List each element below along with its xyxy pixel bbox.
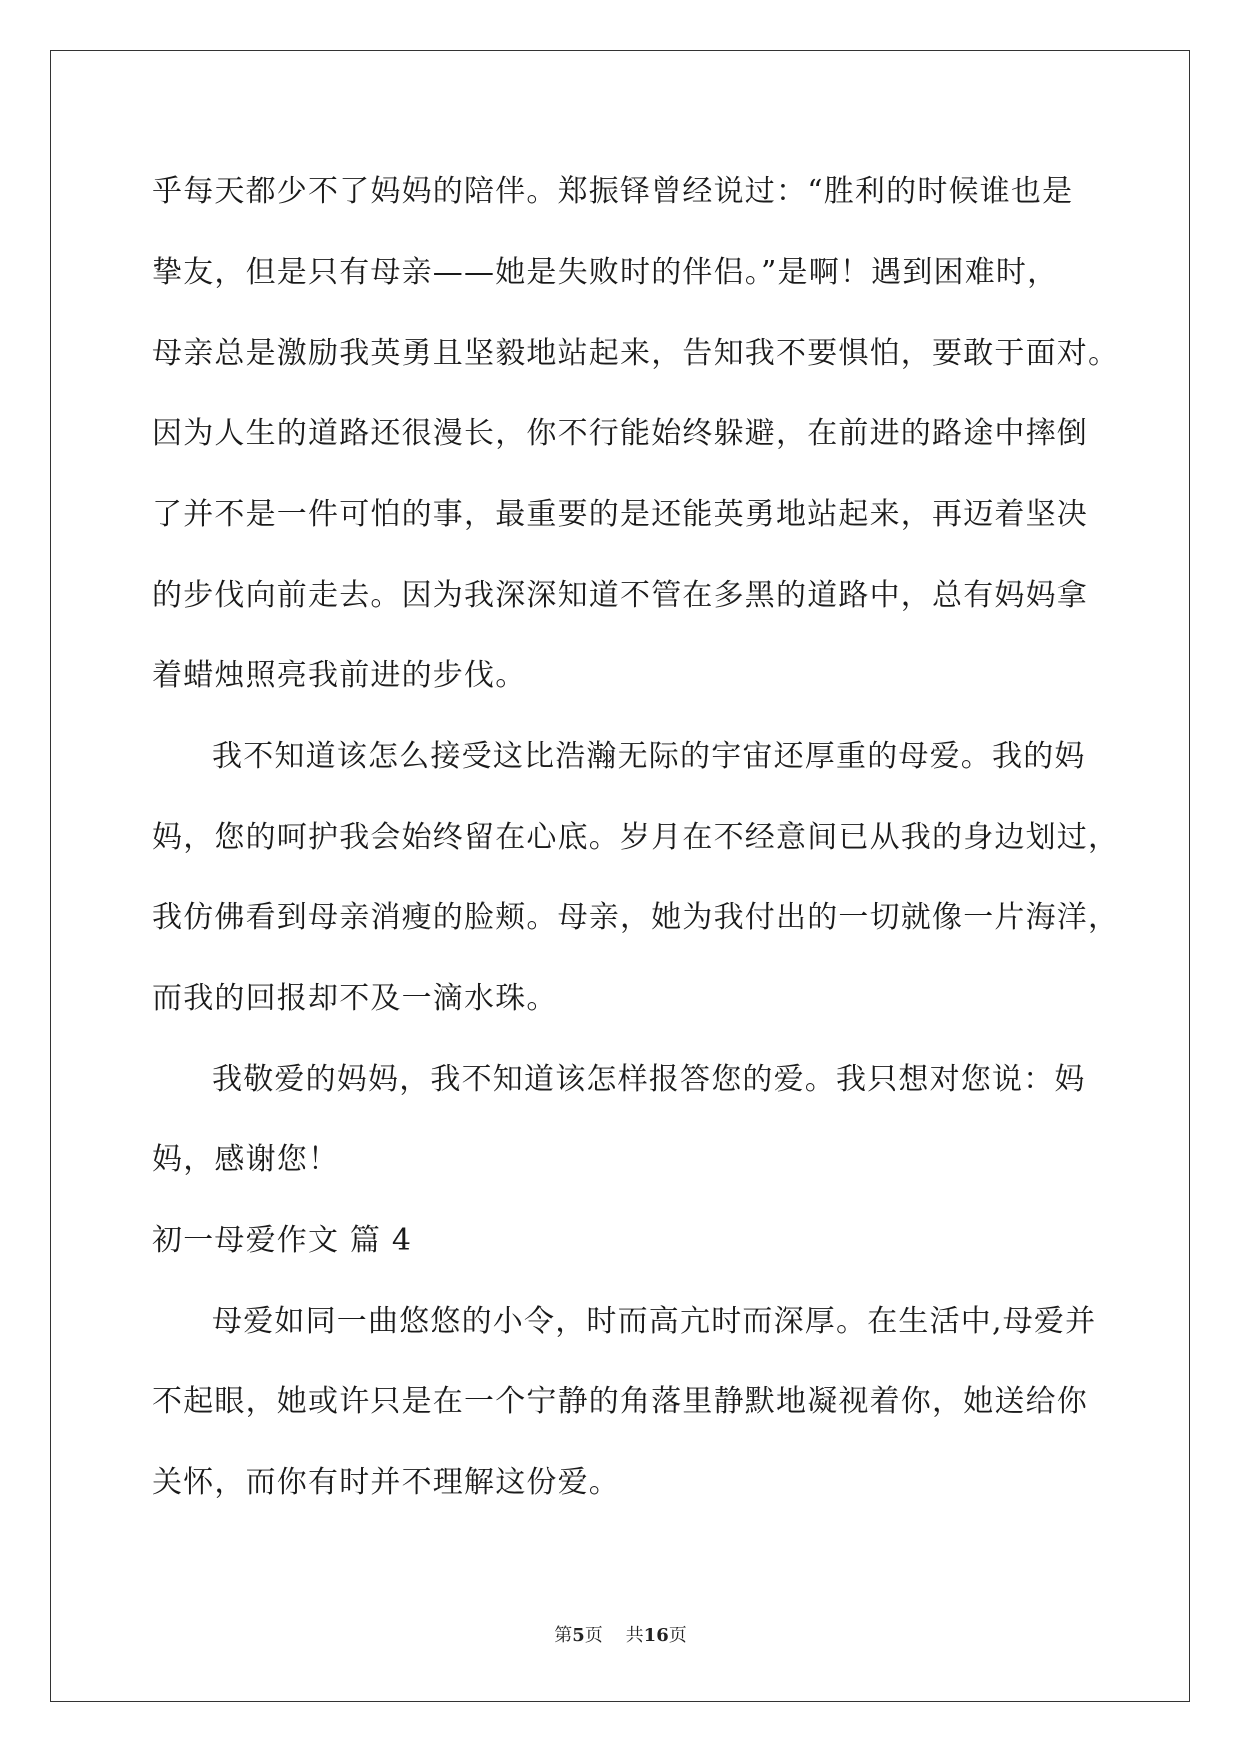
text-line: 关怀，而你有时并不理解这份爱。 bbox=[152, 1465, 620, 1500]
text-line: 而我的回报却不及一滴水珠。 bbox=[152, 981, 558, 1016]
text-line: 乎每天都少不了妈妈的陪伴。郑振铎曾经说过：“胜利的时候谁也是 bbox=[152, 174, 1074, 209]
page-border bbox=[50, 50, 1190, 1702]
text-line: 妈，感谢您！ bbox=[152, 1142, 340, 1177]
text-line: 的步伐向前走去。因为我深深知道不管在多黑的道路中，总有妈妈拿 bbox=[152, 578, 1088, 613]
text-line: 母爱如同一曲悠悠的小令，时而高亢时而深厚。在生活中,母爱并 bbox=[212, 1304, 1097, 1339]
page-footer bbox=[0, 1624, 1241, 1648]
section-heading: 初一母爱作文 篇 4 bbox=[152, 1223, 413, 1258]
text-line: 我不知道该怎么接受这比浩瀚无际的宇宙还厚重的母爱。我的妈 bbox=[212, 739, 1086, 774]
total-pages: 16 bbox=[643, 1625, 669, 1646]
page-suffix: 页 bbox=[584, 1625, 603, 1646]
text-line: 了并不是一件可怕的事，最重要的是还能英勇地站起来，再迈着坚决 bbox=[152, 497, 1088, 532]
page-prefix: 第 bbox=[554, 1625, 573, 1646]
text-line: 不起眼，她或许只是在一个宁静的角落里静默地凝视着你，她送给你 bbox=[152, 1384, 1088, 1419]
total-suffix: 页 bbox=[668, 1625, 687, 1646]
text-line: 挚友，但是只有母亲——她是失败时的伴侣。”是啊！遇到困难时， bbox=[152, 255, 1059, 290]
total-prefix: 共 bbox=[625, 1625, 644, 1646]
page-number: 5 bbox=[572, 1625, 585, 1646]
text-line: 母亲总是激励我英勇且坚毅地站起来，告知我不要惧怕，要敢于面对。 bbox=[152, 336, 1120, 371]
text-line: 我敬爱的妈妈，我不知道该怎样报答您的爱。我只想对您说：妈 bbox=[212, 1062, 1086, 1097]
text-line: 着蜡烛照亮我前进的步伐。 bbox=[152, 658, 527, 693]
text-line: 因为人生的道路还很漫长，你不行能始终躲避，在前进的路途中摔倒 bbox=[152, 416, 1088, 451]
text-line: 妈，您的呵护我会始终留在心底。岁月在不经意间已从我的身边划过， bbox=[152, 820, 1120, 855]
text-line: 我仿佛看到母亲消瘦的脸颊。母亲，她为我付出的一切就像一片海洋， bbox=[152, 900, 1120, 935]
